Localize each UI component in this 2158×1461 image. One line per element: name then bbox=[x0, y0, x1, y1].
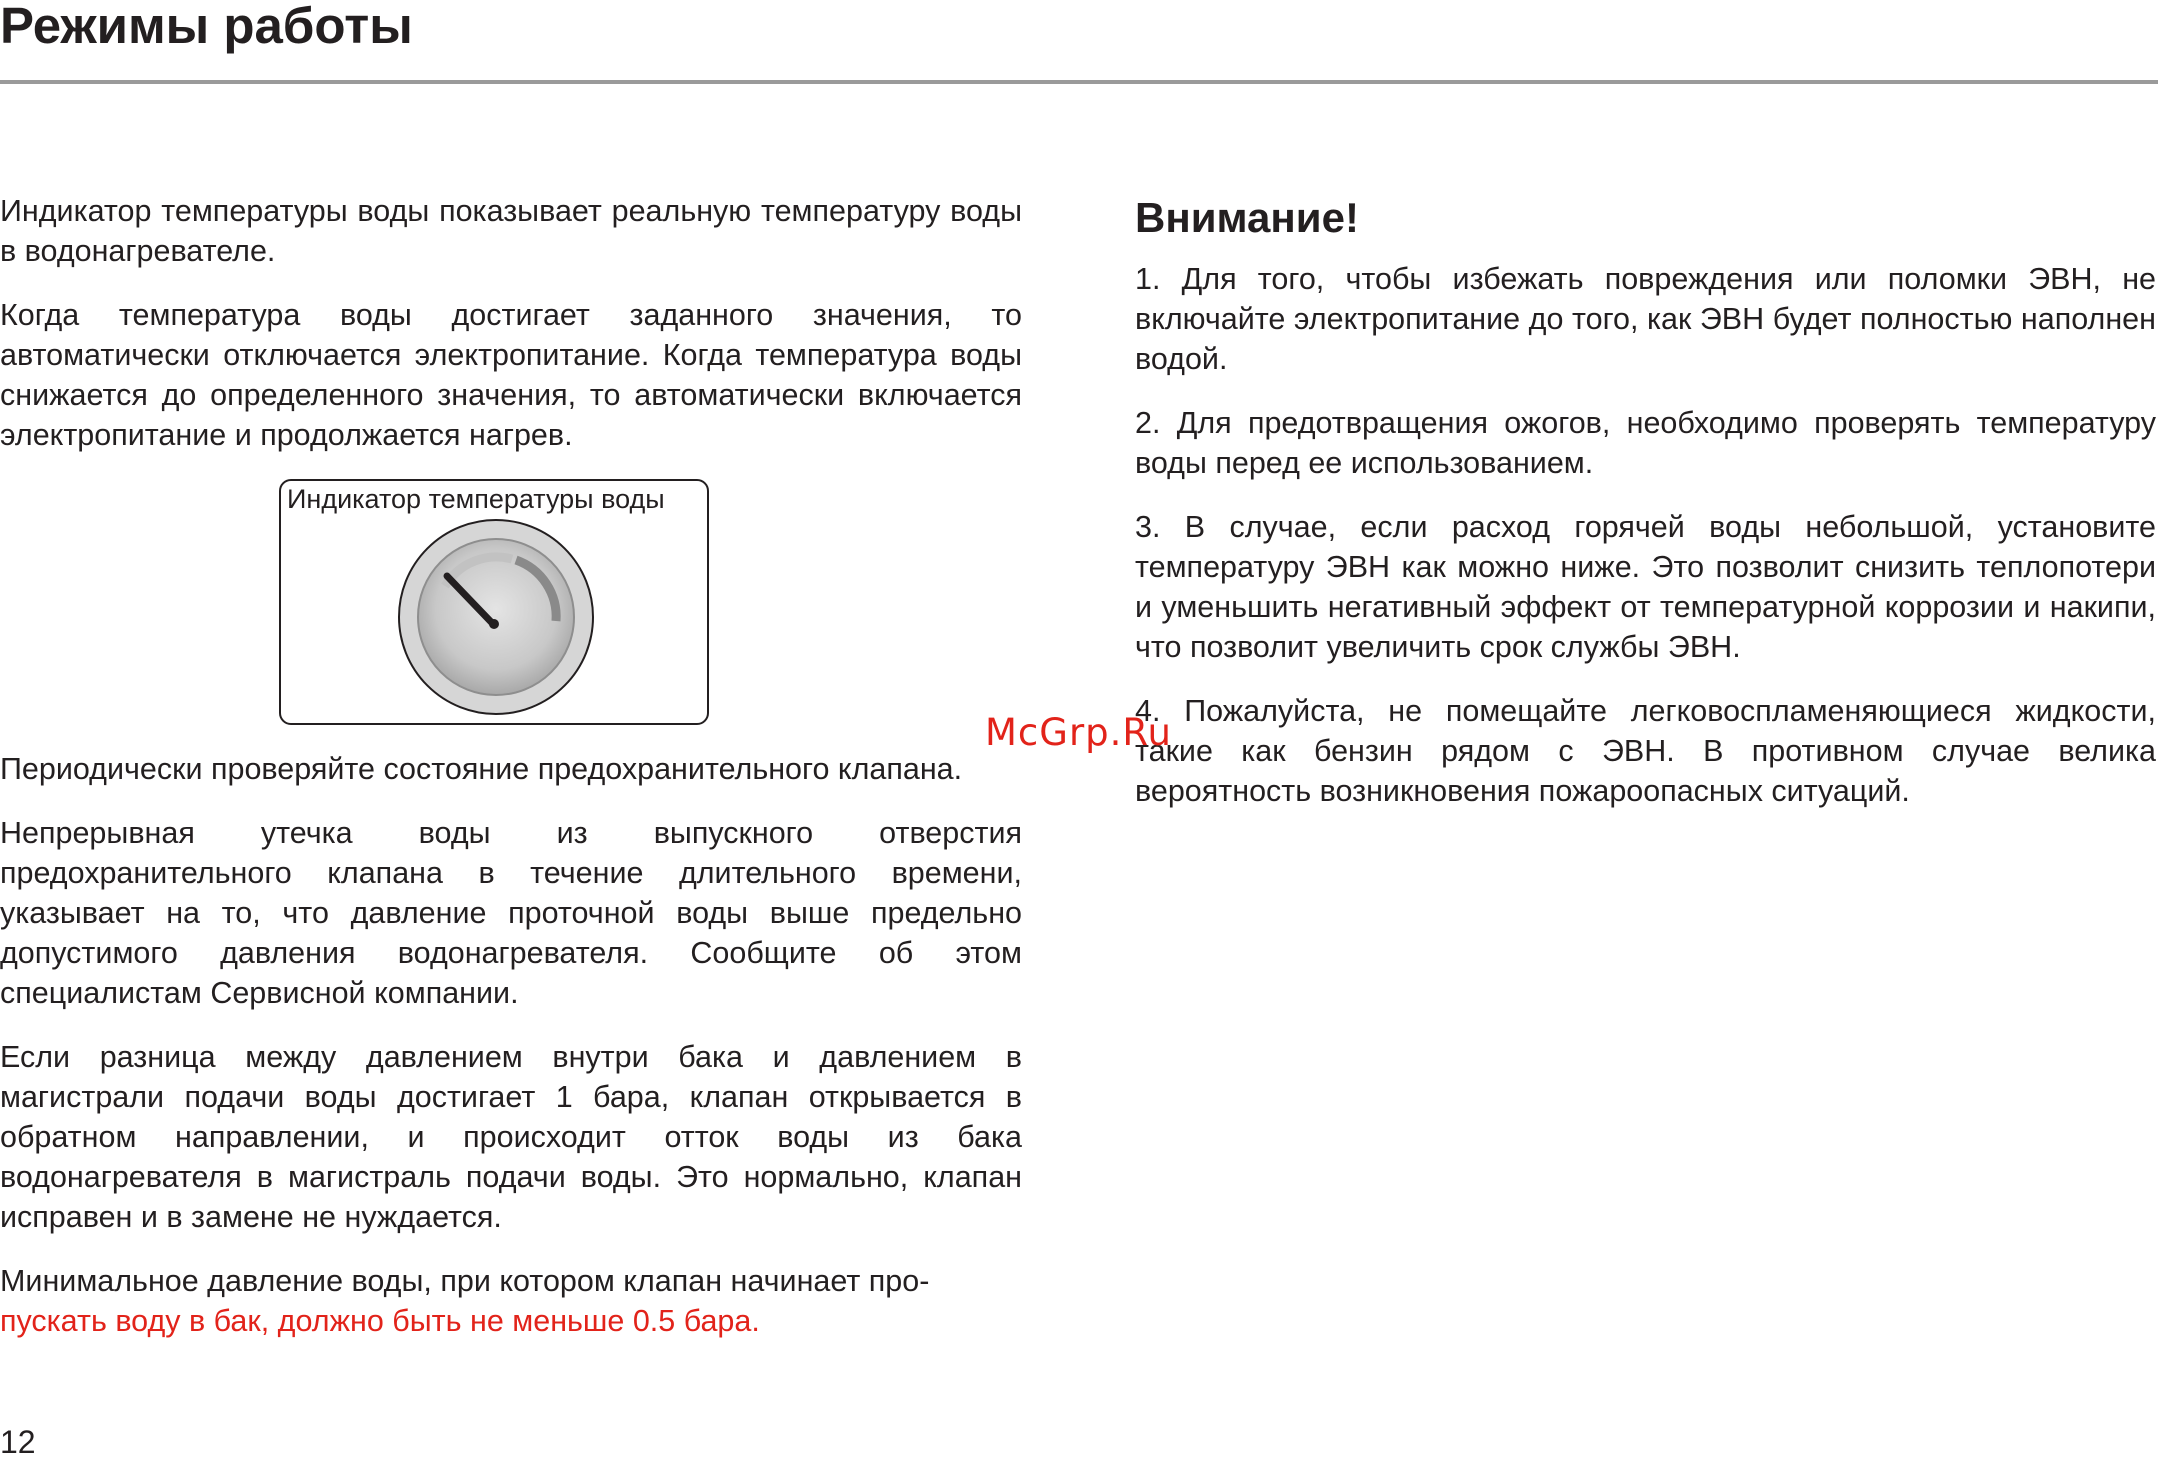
min-pressure-highlight: пускать воду в бак, должно быть не меньше 0.5 бара. bbox=[0, 1304, 760, 1338]
left-column bbox=[0, 191, 1022, 1365]
watermark: McGrp.Ru bbox=[985, 711, 1172, 754]
paragraph-valve-check: Периодически проверяйте состояние предохранительного клапана. bbox=[0, 752, 963, 786]
right-column bbox=[1135, 193, 2156, 835]
paragraph-auto-power: Когда температура воды достигает заданного значения, то автоматически отключается электропитание. Когда температура воды снижается до определенного значения, то автоматически включается электропитание и продолжается нагрев. bbox=[0, 298, 1022, 452]
min-pressure-text: Минимальное давление воды, при котором клапан начинает про- bbox=[0, 1264, 930, 1298]
paragraph-min-pressure bbox=[0, 1261, 1022, 1341]
page-title: Режимы работы bbox=[0, 0, 413, 54]
page-number: 12 bbox=[0, 1424, 36, 1460]
warning-heading: Внимание! bbox=[1135, 194, 1359, 241]
gauge-face bbox=[418, 539, 574, 695]
warning-item-3: 3. В случае, если расход горячей воды небольшой, установите температуру ЭВН как можно ниже. Это позволит снизить теплопотери и уменьшить негативный эффект от температурной коррозии и накипи, что позволит увеличить срок службы ЭВН. bbox=[1135, 510, 2156, 664]
paragraph-valve-leak: Непрерывная утечка воды из выпускного отверстия предохранительного клапана в течение длительного времени, указывает на то, что давление проточной воды выше предельно допустимого давления водонагревателя. Сообщите об этом специалистам Сервисной компании. bbox=[0, 816, 1022, 1010]
warning-item-1: 1. Для того, чтобы избежать повреждения или поломки ЭВН, не включайте электропитание до того, как ЭВН будет полностью наполнен водой. bbox=[1135, 262, 2156, 376]
warning-item-2: 2. Для предотвращения ожогов, необходимо проверять температуру воды перед ее использованием. bbox=[1135, 406, 2156, 480]
paragraph-indicator-intro: Индикатор температуры воды показывает реальную температуру воды в водонагревателе. bbox=[0, 194, 1022, 268]
temperature-indicator-figure bbox=[279, 479, 709, 725]
gauge-hub bbox=[489, 619, 499, 629]
warning-item-4: 4. Пожалуйста, не помещайте легковоспламеняющиеся жидкости, такие как бензин рядом с ЭВН. В противном случае велика вероятность возникновения пожароопасных ситуаций. bbox=[1135, 694, 2156, 808]
paragraph-valve-pressure: Если разница между давлением внутри бака и давлением в магистрали подачи воды достигает 1 бара, клапан открывается в обратном направлении, и происходит отток воды из бака водонагревателя в магистраль подачи воды. Это нормально, клапан исправен и в замене не нуждается. bbox=[0, 1040, 1022, 1234]
figure-caption: Индикатор температуры воды bbox=[287, 484, 665, 514]
temperature-gauge-icon bbox=[396, 517, 596, 717]
title-divider bbox=[0, 80, 2158, 84]
